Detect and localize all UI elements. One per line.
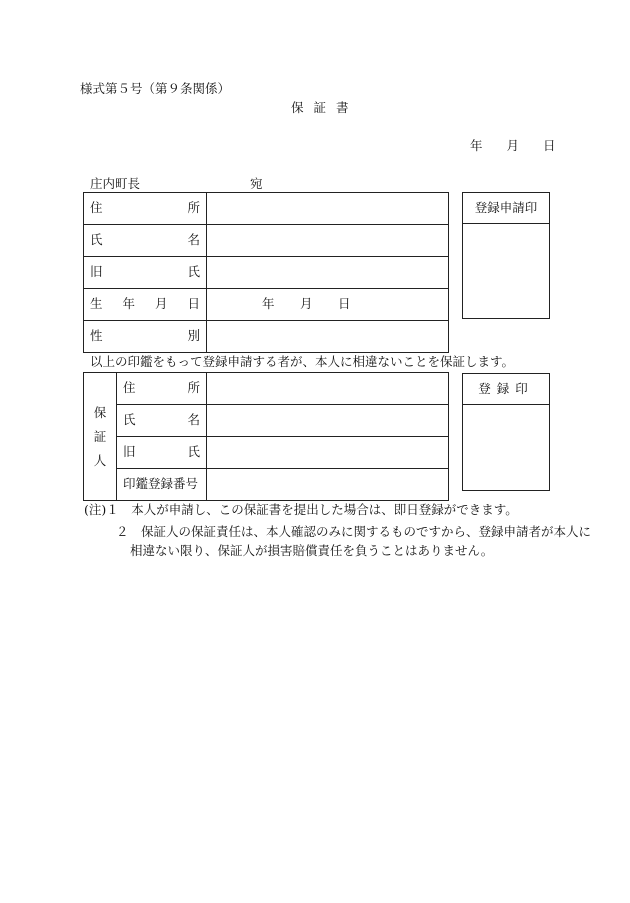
document-title: 保証書: [291, 100, 359, 115]
label-char: 旧: [90, 264, 103, 279]
applicant-sex-field[interactable]: [207, 321, 449, 353]
applicant-former-name-label: [84, 257, 207, 289]
guarantor-former-name-field[interactable]: [207, 437, 449, 469]
note-line-1: (注)１ 本人が申請し、この保証書を提出した場合は、即日登録ができます。: [84, 502, 518, 517]
guarantor-address-label: [117, 373, 207, 405]
applicant-name-row: [84, 225, 449, 257]
birth-month-label: 月: [300, 296, 313, 311]
label-char: 別: [187, 328, 200, 343]
label-char: 氏: [187, 444, 200, 459]
guarantor-heading-cell: [84, 373, 117, 501]
guarantor-former-name-row: [84, 437, 449, 469]
label-char: 氏: [123, 412, 136, 427]
label-char: 名: [187, 232, 200, 247]
label-char: 住: [90, 200, 103, 215]
addressee: [90, 176, 263, 191]
label-char: 名: [187, 412, 200, 427]
guarantor-address-field[interactable]: [207, 373, 449, 405]
label-char: 日: [187, 296, 200, 311]
applicant-name-field[interactable]: [207, 225, 449, 257]
applicant-address-row: [84, 193, 449, 225]
label-char: 旧: [123, 444, 136, 459]
label-char: 性: [90, 328, 103, 343]
applicant-former-name-row: [84, 257, 449, 289]
label-char: 生: [90, 296, 103, 311]
birth-year-label: 年: [262, 296, 275, 311]
applicant-name-label: [84, 225, 207, 257]
addressee-suffix: 宛: [250, 176, 263, 191]
applicant-birthdate-field[interactable]: [207, 289, 449, 321]
label-char: 所: [187, 200, 200, 215]
guarantor-seal-number-field[interactable]: [207, 469, 449, 501]
guarantor-name-row: [84, 405, 449, 437]
guarantor-address-row: [84, 373, 449, 405]
registration-seal-box: [462, 373, 550, 491]
date-day-label: 日: [543, 138, 556, 153]
label-text: 印鑑登録番号: [123, 476, 199, 491]
declaration-text: 以上の印鑑をもって登録申請する者が、本人に相違ないことを保証します。: [90, 354, 515, 369]
applicant-birthdate-row: [84, 289, 449, 321]
note-line-3: 相違ない限り、保証人が損害賠償責任を負うことはありません。: [130, 543, 494, 558]
applicant-sex-label: [84, 321, 207, 353]
guarantor-name-label: [117, 405, 207, 437]
registration-application-seal-box: [462, 192, 550, 319]
label-char: 所: [187, 380, 200, 395]
note-line-2: ２ 保証人の保証責任は、本人確認のみに関するものですから、登録申請者が本人に: [116, 524, 592, 539]
registration-application-seal-area[interactable]: [463, 224, 549, 318]
guarantor-name-field[interactable]: [207, 405, 449, 437]
birth-day-label: 日: [338, 296, 351, 311]
guarantor-seal-number-label: [117, 469, 207, 501]
applicant-address-field[interactable]: [207, 193, 449, 225]
date-month-label: 月: [506, 138, 520, 153]
registration-application-seal-label: 登録申請印: [463, 193, 549, 224]
addressee-name: 庄内町長: [90, 176, 141, 191]
applicant-birthdate-label: [84, 289, 207, 321]
applicant-sex-row: [84, 321, 449, 353]
registration-seal-area[interactable]: [463, 405, 549, 490]
applicant-table: [83, 192, 449, 353]
registration-seal-label: 登録印: [463, 374, 549, 405]
date-year-label: 年: [470, 138, 483, 153]
guarantor-former-name-label: [117, 437, 207, 469]
label-char: 氏: [90, 232, 103, 247]
guarantor-table: [83, 372, 449, 501]
guarantor-heading: 保証人: [93, 404, 107, 468]
label-char: 住: [123, 380, 136, 395]
label-char: 氏: [187, 264, 200, 279]
form-number: 様式第５号（第９条関係）: [80, 81, 231, 96]
label-char: 年: [122, 296, 135, 311]
applicant-address-label: [84, 193, 207, 225]
guarantor-seal-number-row: [84, 469, 449, 501]
applicant-former-name-field[interactable]: [207, 257, 449, 289]
date-line: [470, 140, 556, 153]
label-char: 月: [154, 296, 168, 311]
